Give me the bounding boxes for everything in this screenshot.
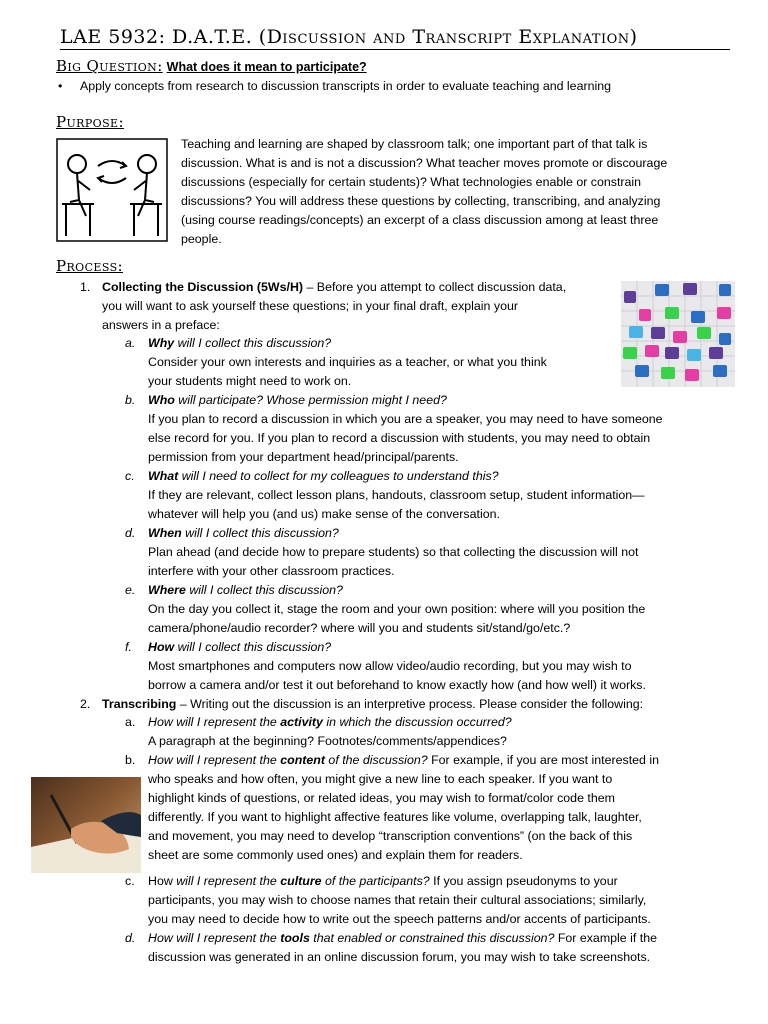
bullet-item: • Apply concepts from research to discussion transcripts in order to evaluate teaching and learning [58,79,612,93]
sub-line: A paragraph at the beginning? Footnotes/comments/appendices? [148,734,507,748]
sub-pre: How will I represent the [148,715,281,729]
sub-letter: a. [125,336,136,350]
title-prefix: LAE 5932: D.A.T.E. ( [60,26,267,48]
sub-key: tools [280,931,310,945]
item-title: Collecting the Discussion (5Ws/H) [102,280,304,294]
sub-letter: c. [125,469,135,483]
process-label: Process [56,257,118,275]
sub-post: in which the discussion occurred? [322,715,512,729]
big-question-label: Big Question [56,57,158,75]
sub-letter: b. [125,393,136,407]
item-intro: – Before you attempt to collect discussion data, [303,280,567,294]
sub-line: If you plan to record a discussion in which you are a speaker, you may need to have someone [148,412,663,426]
purpose-heading [56,113,124,131]
title-suffix: ) [629,26,638,48]
purpose-line: discussions (especially for certain students)? What technologies enable or constrain [181,175,642,189]
purpose-label: Purpose [56,113,119,131]
sub-line: camera/phone/audio recorder? where will you and students sit/stand/go/etc.? [148,621,571,635]
sub-line: whatever will help you (and us) make sense of the conversation. [148,507,500,521]
sub-line: borrow a camera and/or test it out beforehand to know exactly how (and how well) it works. [148,678,646,692]
sub-key: culture [280,874,322,888]
sub-line: differently. If you want to highlight affective features like volume, overlapping talk, laughter, [148,810,642,824]
sub-item-b [125,391,447,409]
sub-item-2b [125,751,659,769]
sub-line: sheet are some commonly used ones) and explain them for readers. [148,848,523,862]
item-number: 1. [80,280,91,294]
sub-letter: a. [125,715,136,729]
sub-letter: d. [125,526,136,540]
sub-question: will I need to collect for my colleagues to understand this? [178,469,499,483]
sub-post: of the discussion? [324,753,428,767]
sub-key: activity [280,715,323,729]
sub-item-f [125,638,331,656]
sub-pre: How will I represent the [148,753,281,767]
sub-key: Who [148,393,175,407]
title-caps: Discussion and Transcript Explanation [266,26,630,48]
sub-pre: How [148,874,177,888]
sub-line: you may need to decide how to write out the speech patterns and/or accents of participants. [148,912,651,926]
item-number: 2. [80,697,91,711]
sub-letter: f. [125,640,132,654]
item-intro-line: answers in a preface: [102,318,220,332]
sub-line: Most smartphones and computers now allow video/audio recording, but you may wish to [148,659,632,673]
sub-line: permission from your department head/principal/parents. [148,450,459,464]
sub-question: will I collect this discussion? [174,640,332,654]
big-question-heading [56,57,367,75]
sub-line: If they are relevant, collect lesson plans, handouts, classroom setup, student information— [148,488,645,502]
process-colon: : [117,257,123,275]
puzzle-pieces-image [621,281,735,387]
sub-post: of the participants? [321,874,430,888]
sub-key: Why [148,336,175,350]
sub-question: will participate? Whose permission might I need? [174,393,447,407]
sub-rest: If you assign pseudonyms to your [429,874,618,888]
sub-line: else record for you. If you plan to record a discussion with students, you may need to obtain [148,431,651,445]
sub-item-e [125,581,343,599]
item-intro: – Writing out the discussion is an interpretive process. Please consider the following: [176,697,644,711]
purpose-colon: : [118,113,124,131]
sub-item-d [125,524,339,542]
process-item-1 [80,278,566,296]
process-item-2 [80,695,643,713]
item-intro-line: you will want to ask yourself these questions; in your final draft, explain your [102,299,518,313]
purpose-line: (using course readings/concepts) an excerpt of a class discussion among at least three [181,213,659,227]
sub-rest: For example, if you are most interested in [427,753,660,767]
process-heading [56,257,123,275]
purpose-line: people. [181,232,222,246]
sub-key: Where [148,583,186,597]
sub-letter: c. [125,874,135,888]
big-question-colon: : [157,57,163,75]
bullet-text: Apply concepts from research to discussion transcripts in order to evaluate teaching and learning [80,79,612,93]
purpose-line: Teaching and learning are shaped by classroom talk; one important part of that talk is [181,137,648,151]
sub-key: How [148,640,175,654]
two-people-talking-icon [56,138,168,242]
sub-pre-italic: will I represent the [176,874,281,888]
sub-pre: How will I represent the [148,931,281,945]
sub-line: Plan ahead (and decide how to prepare students) so that collecting the discussion will not [148,545,639,559]
sub-item-2a [125,713,512,731]
sub-letter: b. [125,753,136,767]
big-question-text: What does it mean to participate? [166,60,367,74]
sub-item-c [125,467,499,485]
page-title [60,26,730,50]
sub-key: content [280,753,325,767]
sub-line: Consider your own interests and inquiries as a teacher, or what you think [148,355,547,369]
sub-item-2c [125,872,618,890]
sub-line: and movement, you may need to develop “transcription conventions” (on the back of this [148,829,633,843]
sub-line: your students might need to work on. [148,374,352,388]
sub-rest: For example if the [554,931,657,945]
sub-key: What [148,469,179,483]
sub-question: will I collect this discussion? [174,336,332,350]
sub-line: participants, you may wish to choose names that retain their cultural associations; similarly, [148,893,647,907]
sub-line: highlight kinds of questions, or related ideas, you may wish to format/color code them [148,791,615,805]
sub-letter: d. [125,931,136,945]
sub-post: that enabled or constrained this discussion? [309,931,555,945]
sub-key: When [148,526,182,540]
sub-line: On the day you collect it, stage the room and your own position: where will you position the [148,602,646,616]
sub-line: discussion was generated in an online discussion forum, you may wish to take screenshots. [148,950,651,964]
item-title: Transcribing [102,697,177,711]
sub-line: interfere with your other classroom practices. [148,564,395,578]
sub-item-a [125,334,331,352]
purpose-line: discussions? You will address these questions by collecting, transcribing, and analyzing [181,194,661,208]
purpose-line: discussion. What is and is not a discussion? What teacher moves promote or discourage [181,156,668,170]
sub-item-2d [125,929,657,947]
sub-question: will I collect this discussion? [185,583,343,597]
sub-question: will I collect this discussion? [181,526,339,540]
sub-letter: e. [125,583,136,597]
sub-line: who speaks and how often, you might give a new line to each speaker. If you want to [148,772,613,786]
hand-writing-image [31,777,141,873]
